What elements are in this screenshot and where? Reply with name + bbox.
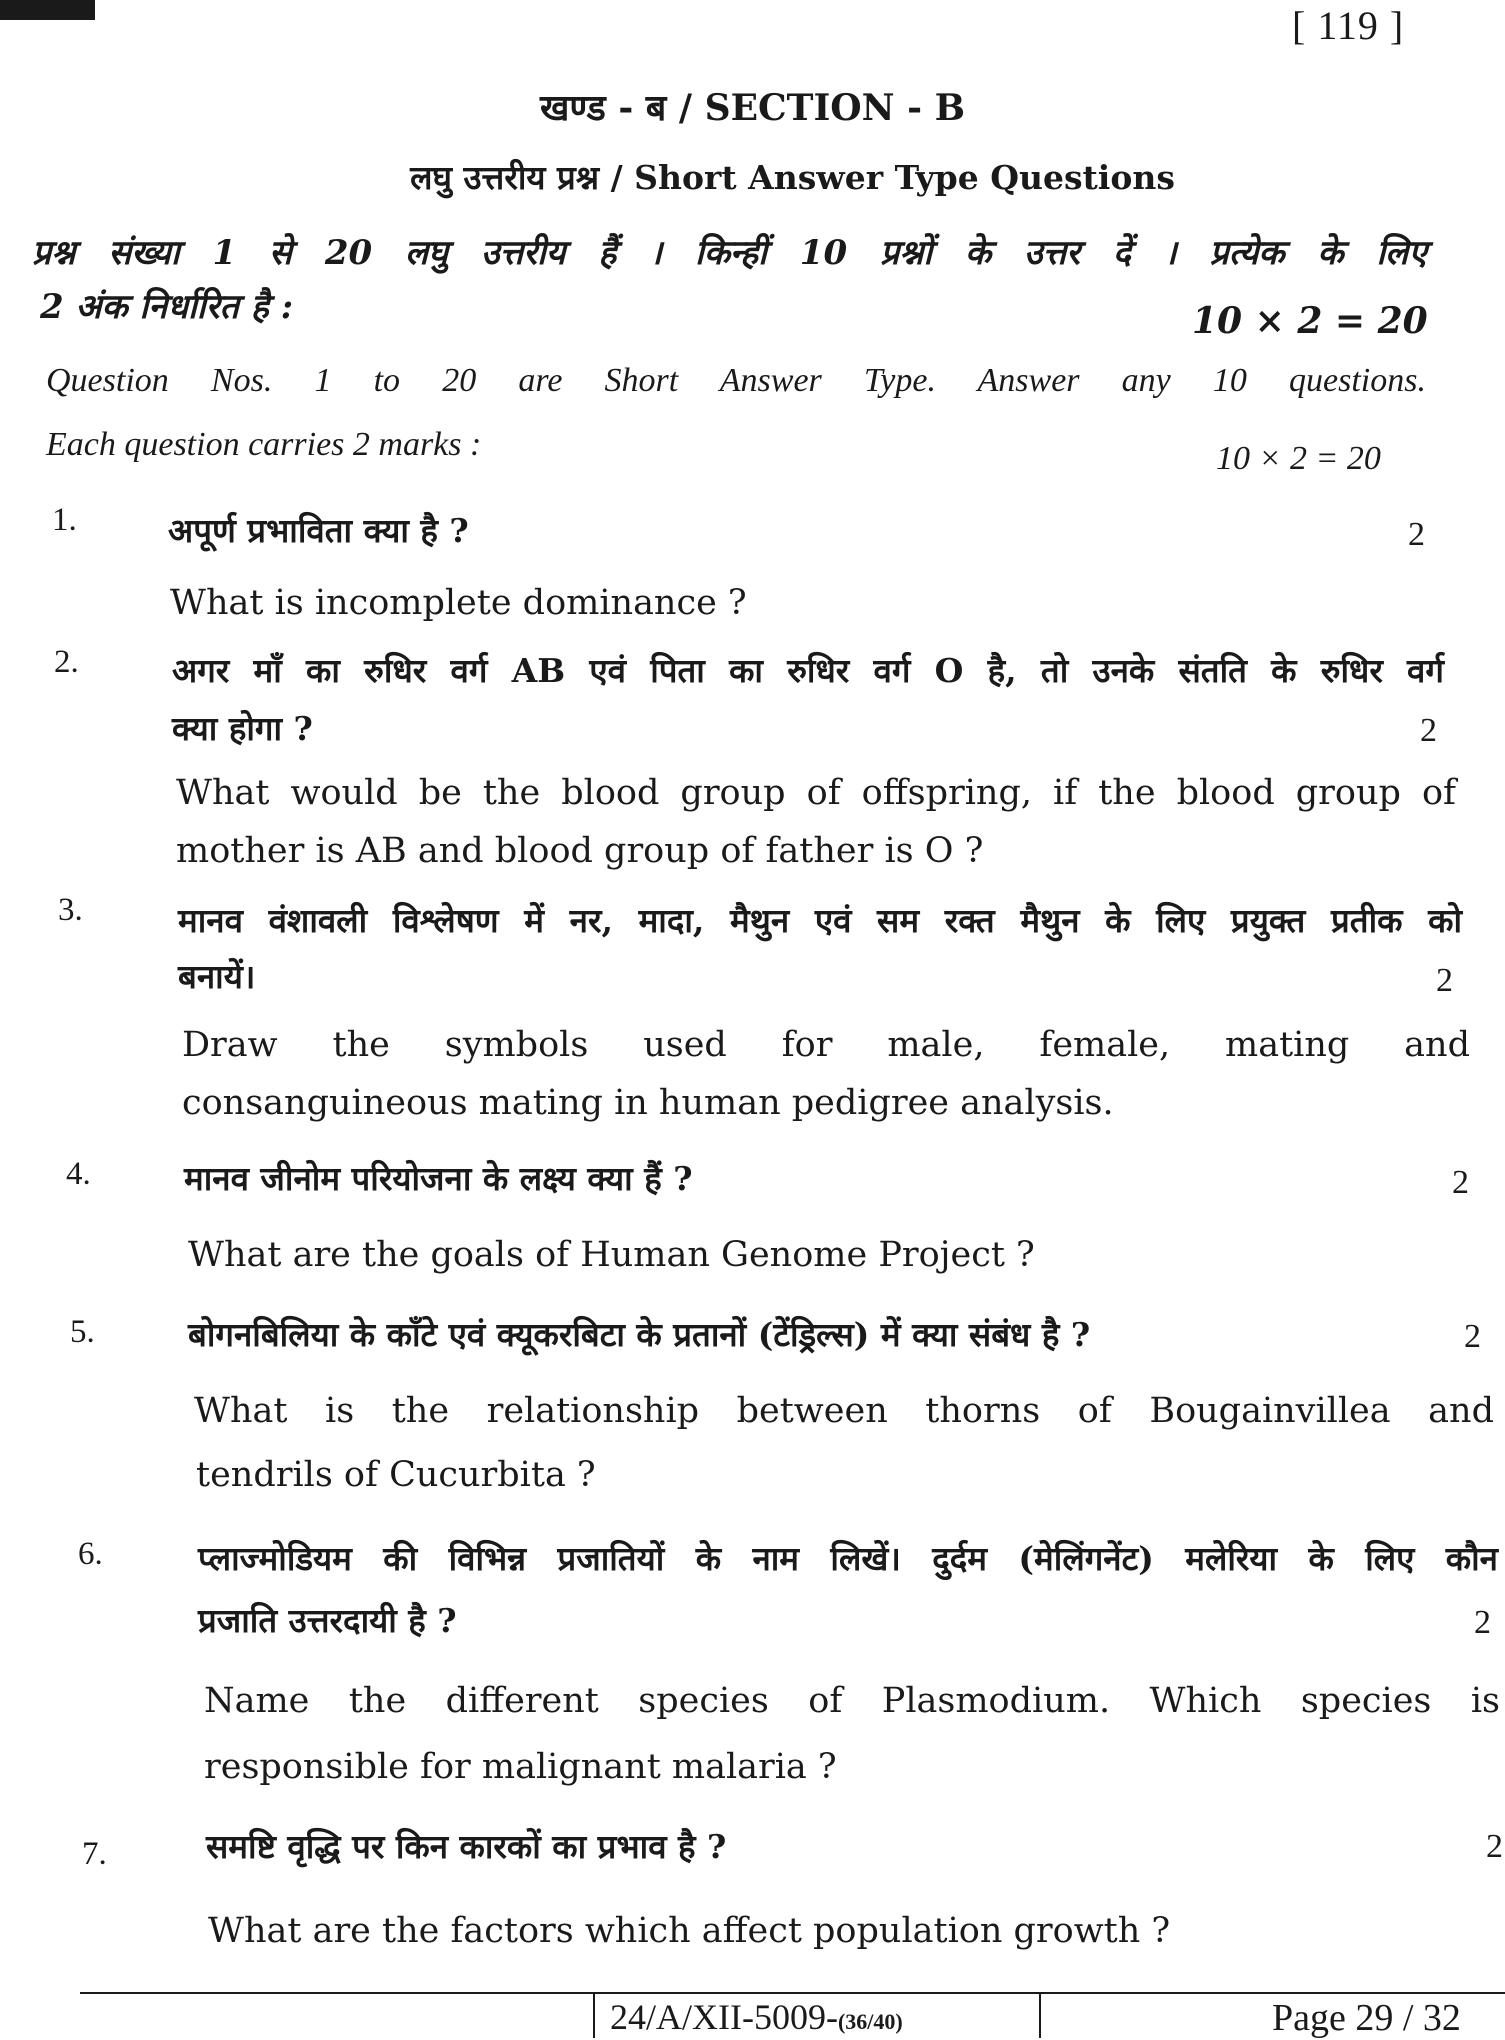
question-english: responsible for malignant malaria ? bbox=[204, 1747, 837, 1787]
footer-code-main: 24/A/XII-5009- bbox=[610, 1997, 838, 2037]
question-hindi: अगर माँ का रुधिर वर्ग AB एवं पिता का रुधिर वर्ग O है, तो उनके संतति के रुधिर वर्ग bbox=[172, 651, 1444, 690]
question-english: tendrils of Cucurbita ? bbox=[196, 1455, 596, 1495]
question-number: 2. bbox=[54, 644, 79, 680]
question-english: What are the goals of Human Genome Project ? bbox=[188, 1235, 1035, 1275]
question-number: 7. bbox=[82, 1836, 107, 1872]
question-number: 6. bbox=[78, 1536, 103, 1572]
instructions-english-line1: Question Nos. 1 to 20 are Short Answer Type. Answer any 10 questions. bbox=[46, 362, 1426, 399]
question-hindi: प्रजाति उत्तरदायी है ? bbox=[198, 1601, 457, 1640]
corner-mark bbox=[0, 0, 95, 20]
question-hindi: मानव जीनोम परियोजना के लक्ष्य क्या हैं ? bbox=[184, 1159, 693, 1198]
question-number: 3. bbox=[58, 892, 83, 928]
question-english: consanguineous mating in human pedigree analysis. bbox=[182, 1083, 1114, 1123]
question-marks: 2 bbox=[1452, 1164, 1469, 1201]
question-number: 4. bbox=[66, 1156, 91, 1192]
question-number: 1. bbox=[52, 502, 77, 538]
question-marks: 2 bbox=[1420, 712, 1437, 749]
question-marks: 2 bbox=[1474, 1604, 1491, 1641]
question-hindi: बनायें। bbox=[178, 957, 256, 996]
question-hindi: बोगनबिलिया के काँटे एवं क्यूकरबिटा के प्रतानों (टेंड्रिल्स) में क्या संबंध है ? bbox=[188, 1315, 1091, 1354]
instructions-hindi-line2: 2 अंक निर्धारित है : bbox=[40, 287, 294, 327]
question-hindi: समष्टि वृद्धि पर किन कारकों का प्रभाव है ? bbox=[206, 1827, 727, 1866]
question-english: What would be the blood group of offspring, if the blood group of bbox=[176, 773, 1456, 813]
instructions-hindi-marks: 10 × 2 = 20 bbox=[1192, 300, 1428, 342]
question-english: What are the factors which affect population growth ? bbox=[208, 1911, 1171, 1951]
question-english: mother is AB and blood group of father is O ? bbox=[176, 831, 984, 871]
question-english: What is incomplete dominance ? bbox=[170, 583, 747, 623]
question-marks: 2 bbox=[1486, 1828, 1503, 1865]
question-marks: 2 bbox=[1464, 1318, 1481, 1355]
question-number: 5. bbox=[70, 1314, 95, 1350]
section-title: खण्ड - ब / SECTION - B bbox=[539, 87, 965, 129]
instructions-english-marks: 10 × 2 = 20 bbox=[1216, 440, 1381, 477]
page-number: [ 119 ] bbox=[1292, 3, 1405, 48]
footer-code bbox=[610, 1996, 903, 2038]
question-hindi: मानव वंशावली विश्लेषण में नर, मादा, मैथुन एवं सम रक्त मैथुन के लिए प्रयुक्त प्रतीक को bbox=[178, 901, 1462, 940]
question-marks: 2 bbox=[1408, 516, 1425, 553]
question-marks: 2 bbox=[1436, 962, 1453, 999]
question-hindi: क्या होगा ? bbox=[172, 709, 313, 748]
question-hindi: अपूर्ण प्रभाविता क्या है ? bbox=[168, 511, 469, 550]
instructions-hindi-line1: प्रश्न संख्या 1 से 20 लघु उत्तरीय हैं । किन्हीं 10 प्रश्नों के उत्तर दें । प्रत्येक के लिए bbox=[32, 233, 1427, 273]
question-hindi: प्लाज्मोडियम की विभिन्न प्रजातियों के नाम लिखें। दुर्दम (मेलिंगनेंट) मलेरिया के लिए कौन bbox=[198, 1539, 1498, 1578]
instructions-english-line2: Each question carries 2 marks : bbox=[46, 426, 482, 463]
question-english: Name the different species of Plasmodium. Which species is bbox=[204, 1681, 1500, 1721]
footer-page-number: Page 29 / 32 bbox=[1272, 1997, 1461, 2039]
question-english: Draw the symbols used for male, female, mating and bbox=[182, 1025, 1470, 1065]
question-english: What is the relationship between thorns of Bougainvillea and bbox=[194, 1391, 1494, 1431]
footer-code-suffix: (36/40) bbox=[837, 2009, 903, 2034]
section-subtitle: लघु उत्तरीय प्रश्न / Short Answer Type Questions bbox=[410, 158, 1175, 197]
